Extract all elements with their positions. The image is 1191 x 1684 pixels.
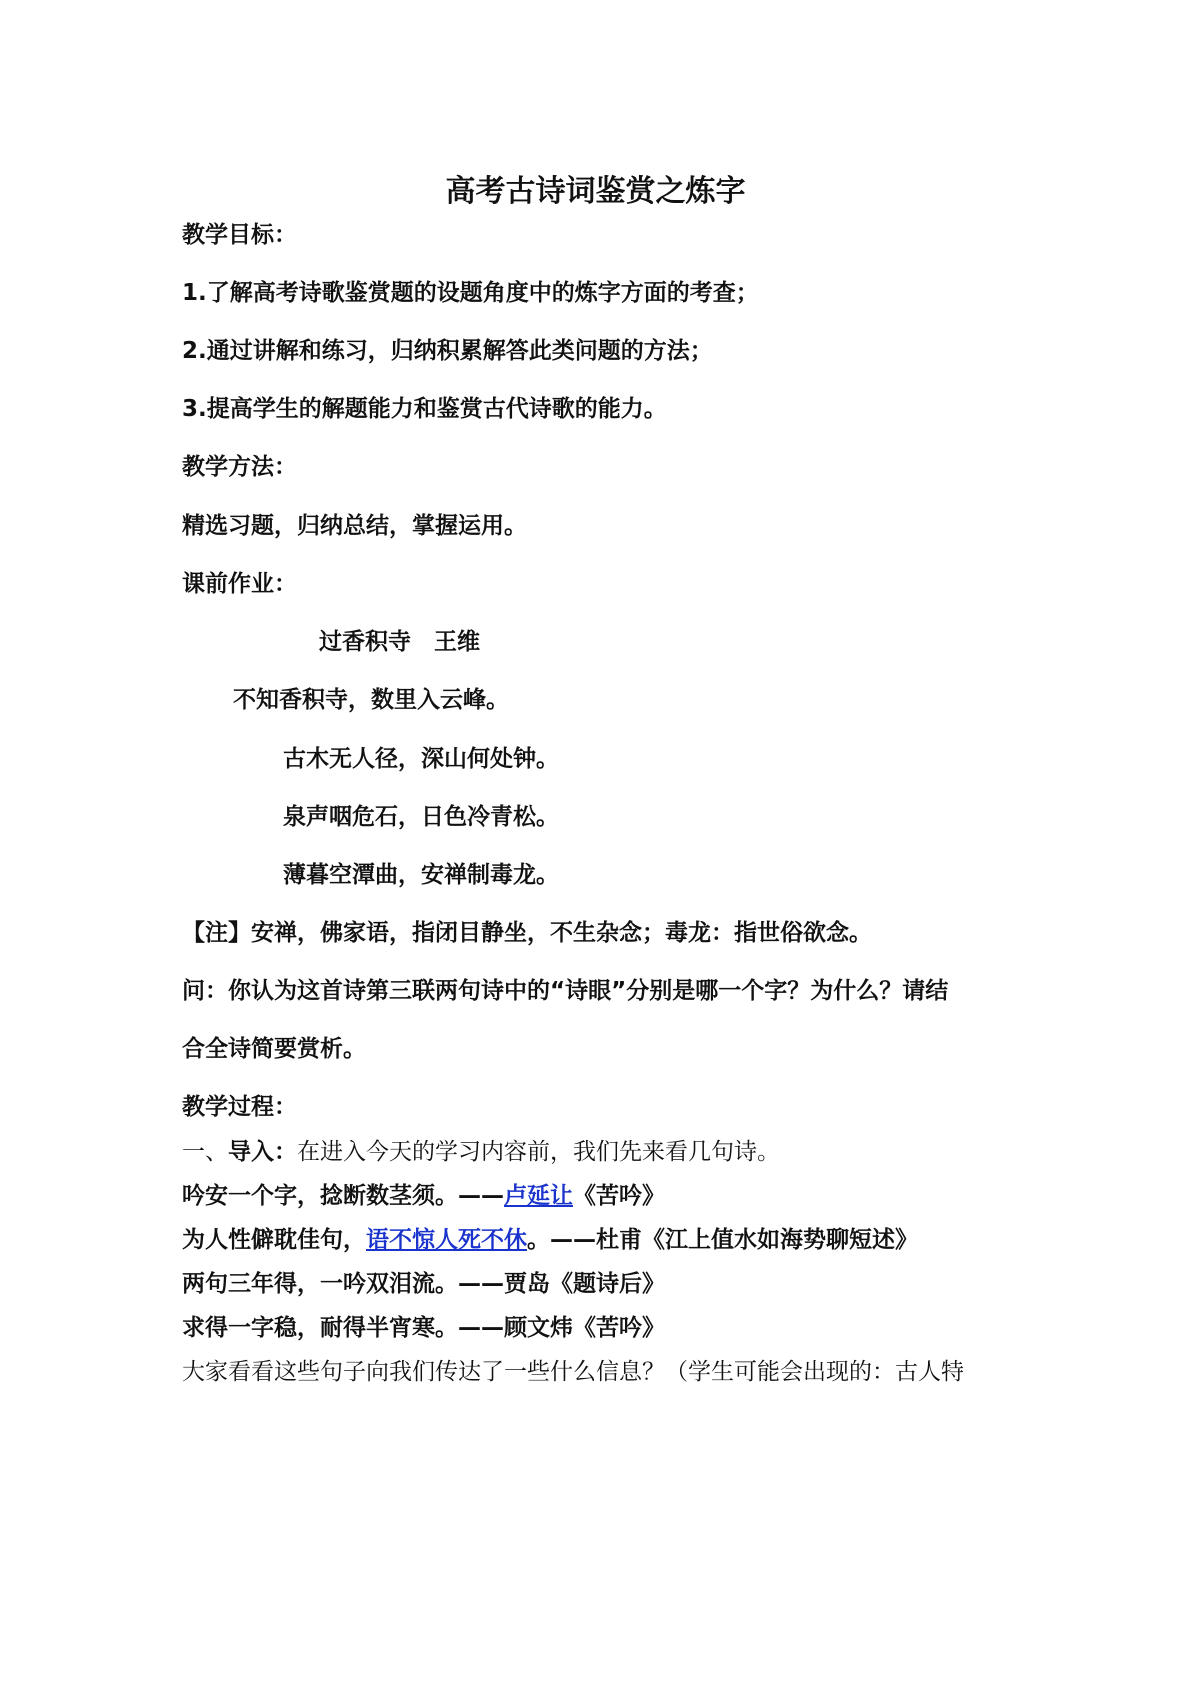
poem-line-1: 不知香积寺，数里入云峰。 [233, 687, 509, 713]
process-heading: 教学过程： [182, 1094, 297, 1120]
quote-line-3: 两句三年得，一吟双泪流。——贾岛《题诗后》 [182, 1271, 665, 1297]
objective-item-1: 1.了解高考诗歌鉴赏题的设题角度中的炼字方面的考查； [182, 280, 759, 306]
poem-line-4: 薄暮空潭曲，安禅制毒龙。 [283, 862, 559, 888]
question-line-2: 合全诗简要赏析。 [182, 1036, 366, 1062]
intro-prefix: 一、 [182, 1139, 228, 1165]
quote-2-source: 。——杜甫《江上值水如海势聊短述》 [527, 1227, 918, 1253]
intro-label: 导入： [228, 1139, 297, 1165]
intro-line [182, 1137, 780, 1167]
closing-text: 大家看看这些句子向我们传达了一些什么信息？（学生可能会出现的：古人特 [182, 1359, 964, 1385]
intro-text: 在进入今天的学习内容前，我们先来看几句诗。 [297, 1139, 780, 1165]
quote-line-1 [182, 1181, 665, 1211]
document-title: 高考古诗词鉴赏之炼字 [445, 174, 746, 209]
poem-line-3: 泉声咽危石，日色冷青松。 [283, 804, 559, 830]
quote-line-4: 求得一字稳，耐得半宵寒。——顾文炜《苦吟》 [182, 1315, 665, 1341]
poem-title: 过香积寺 王维 [319, 629, 480, 655]
quote-1-source: 《苦吟》 [573, 1183, 665, 1209]
poem-line-2: 古木无人径，深山何处钟。 [283, 746, 559, 772]
homework-heading: 课前作业： [182, 571, 297, 597]
quote-2-link[interactable]: 语不惊人死不休 [366, 1227, 527, 1253]
quote-line-2 [182, 1225, 918, 1255]
quote-1-text: 吟安一个字，捻断数茎须。—— [182, 1183, 504, 1209]
objective-item-2: 2.通过讲解和练习，归纳积累解答此类问题的方法； [182, 338, 713, 364]
method-text: 精选习题，归纳总结，掌握运用。 [182, 513, 527, 539]
question-line-1: 问：你认为这首诗第三联两句诗中的“诗眼”分别是哪一个字？为什么？请结 [182, 978, 949, 1004]
quote-2-text: 为人性僻耽佳句， [182, 1227, 366, 1253]
objective-item-3: 3.提高学生的解题能力和鉴赏古代诗歌的能力。 [182, 396, 667, 422]
poem-note: 【注】安禅，佛家语，指闭目静坐，不生杂念；毒龙：指世俗欲念。 [182, 920, 872, 946]
method-heading: 教学方法： [182, 454, 297, 480]
objectives-heading: 教学目标： [182, 222, 297, 248]
quote-1-author-link[interactable]: 卢延让 [504, 1183, 573, 1209]
